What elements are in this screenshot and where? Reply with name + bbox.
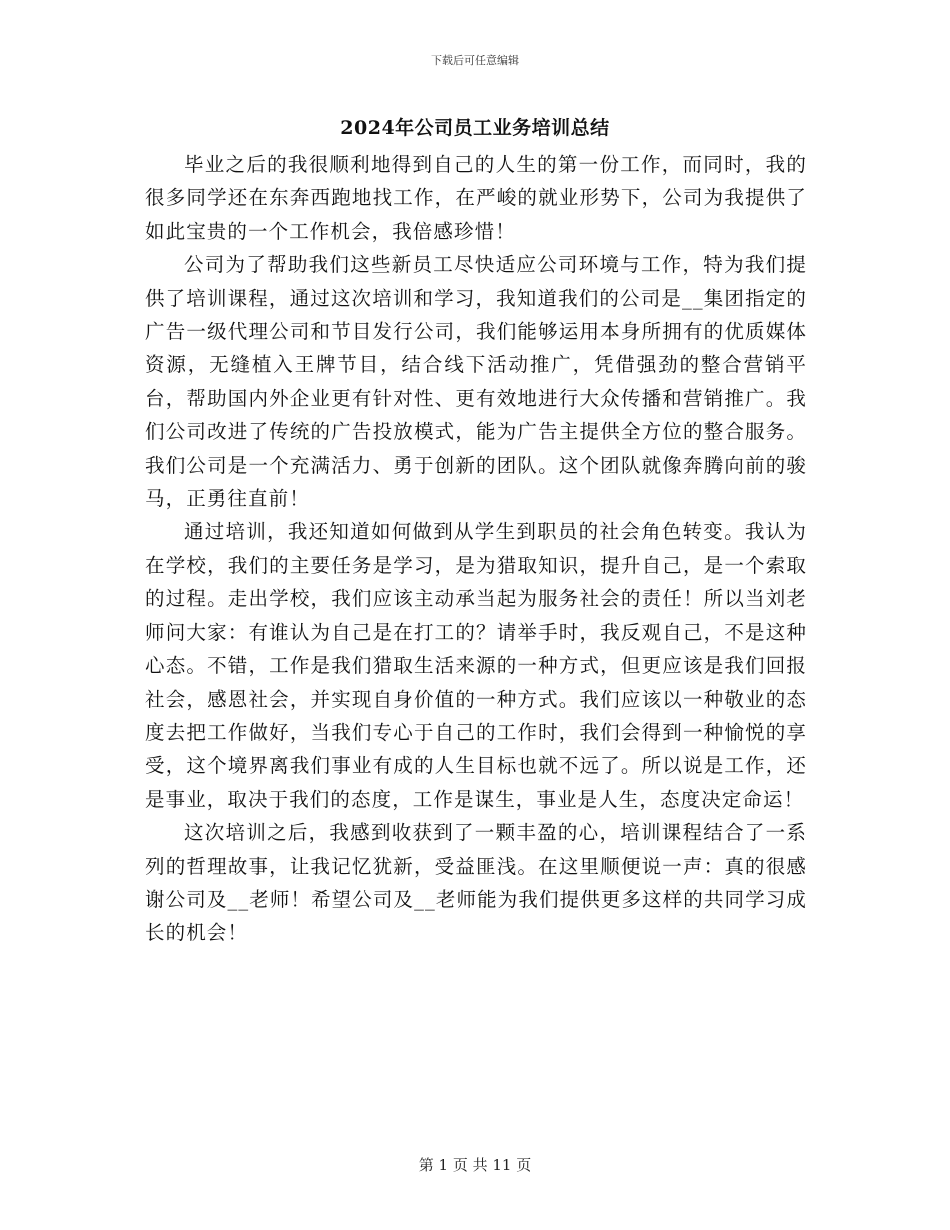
page-number-footer: 第 1 页 共 11 页 [418, 1156, 532, 1174]
page-header-note: 下载后可任意编辑 [431, 54, 519, 67]
document-body [145, 148, 807, 950]
body-paragraph-3: 通过培训，我还知道如何做到从学生到职员的社会角色转变。我认为在学校，我们的主要任务是学习，是为猎取知识，提升自己，是一个索取的过程。走出学校，我们应该主动承当起为服务社会的责任！所以当刘老师问大家：有谁认为自己是在打工的？请举手时，我反观自己，不是这种心态。不错，工作是我们猎取生活来源的一种方式，但更应该是我们回报社会，感恩社会，并实现自身价值的一种方式。我们应该以一种敬业的态度去把工作做好，当我们专心于自己的工作时，我们会得到一种愉悦的享受，这个境界离我们事业有成的人生目标也就不远了。所以说是工作，还是事业，取决于我们的态度，工作是谋生，事业是人生，态度决定命运！ [145, 520, 807, 811]
body-paragraph-4: 这次培训之后，我感到收获到了一颗丰盈的心，培训课程结合了一系列的哲理故事，让我记忆犹新，受益匪浅。在这里顺便说一声：真的很感谢公司及__老师！希望公司及__老师能为我们提供更多这样的共同学习成长的机会！ [145, 821, 807, 945]
body-paragraph-1: 毕业之后的我很顺利地得到自己的人生的第一份工作，而同时，我的很多同学还在东奔西跑地找工作，在严峻的就业形势下，公司为我提供了如此宝贵的一个工作机会，我倍感珍惜！ [145, 153, 807, 243]
body-paragraph-2: 公司为了帮助我们这些新员工尽快适应公司环境与工作，特为我们提供了培训课程，通过这次培训和学习，我知道我们的公司是__集团指定的广告一级代理公司和节目发行公司，我们能够运用本身所拥有的优质媒体资源，无缝植入王牌节目，结合线下活动推广，凭借强劲的整合营销平台，帮助国内外企业更有针对性、更有效地进行大众传播和营销推广。我们公司改进了传统的广告投放模式，能为广告主提供全方位的整合服务。我们公司是一个充满活力、勇于创新的团队。这个团队就像奔腾向前的骏马，正勇往直前！ [145, 253, 807, 511]
document-title: 2024年公司员工业务培训总结 [340, 117, 610, 139]
